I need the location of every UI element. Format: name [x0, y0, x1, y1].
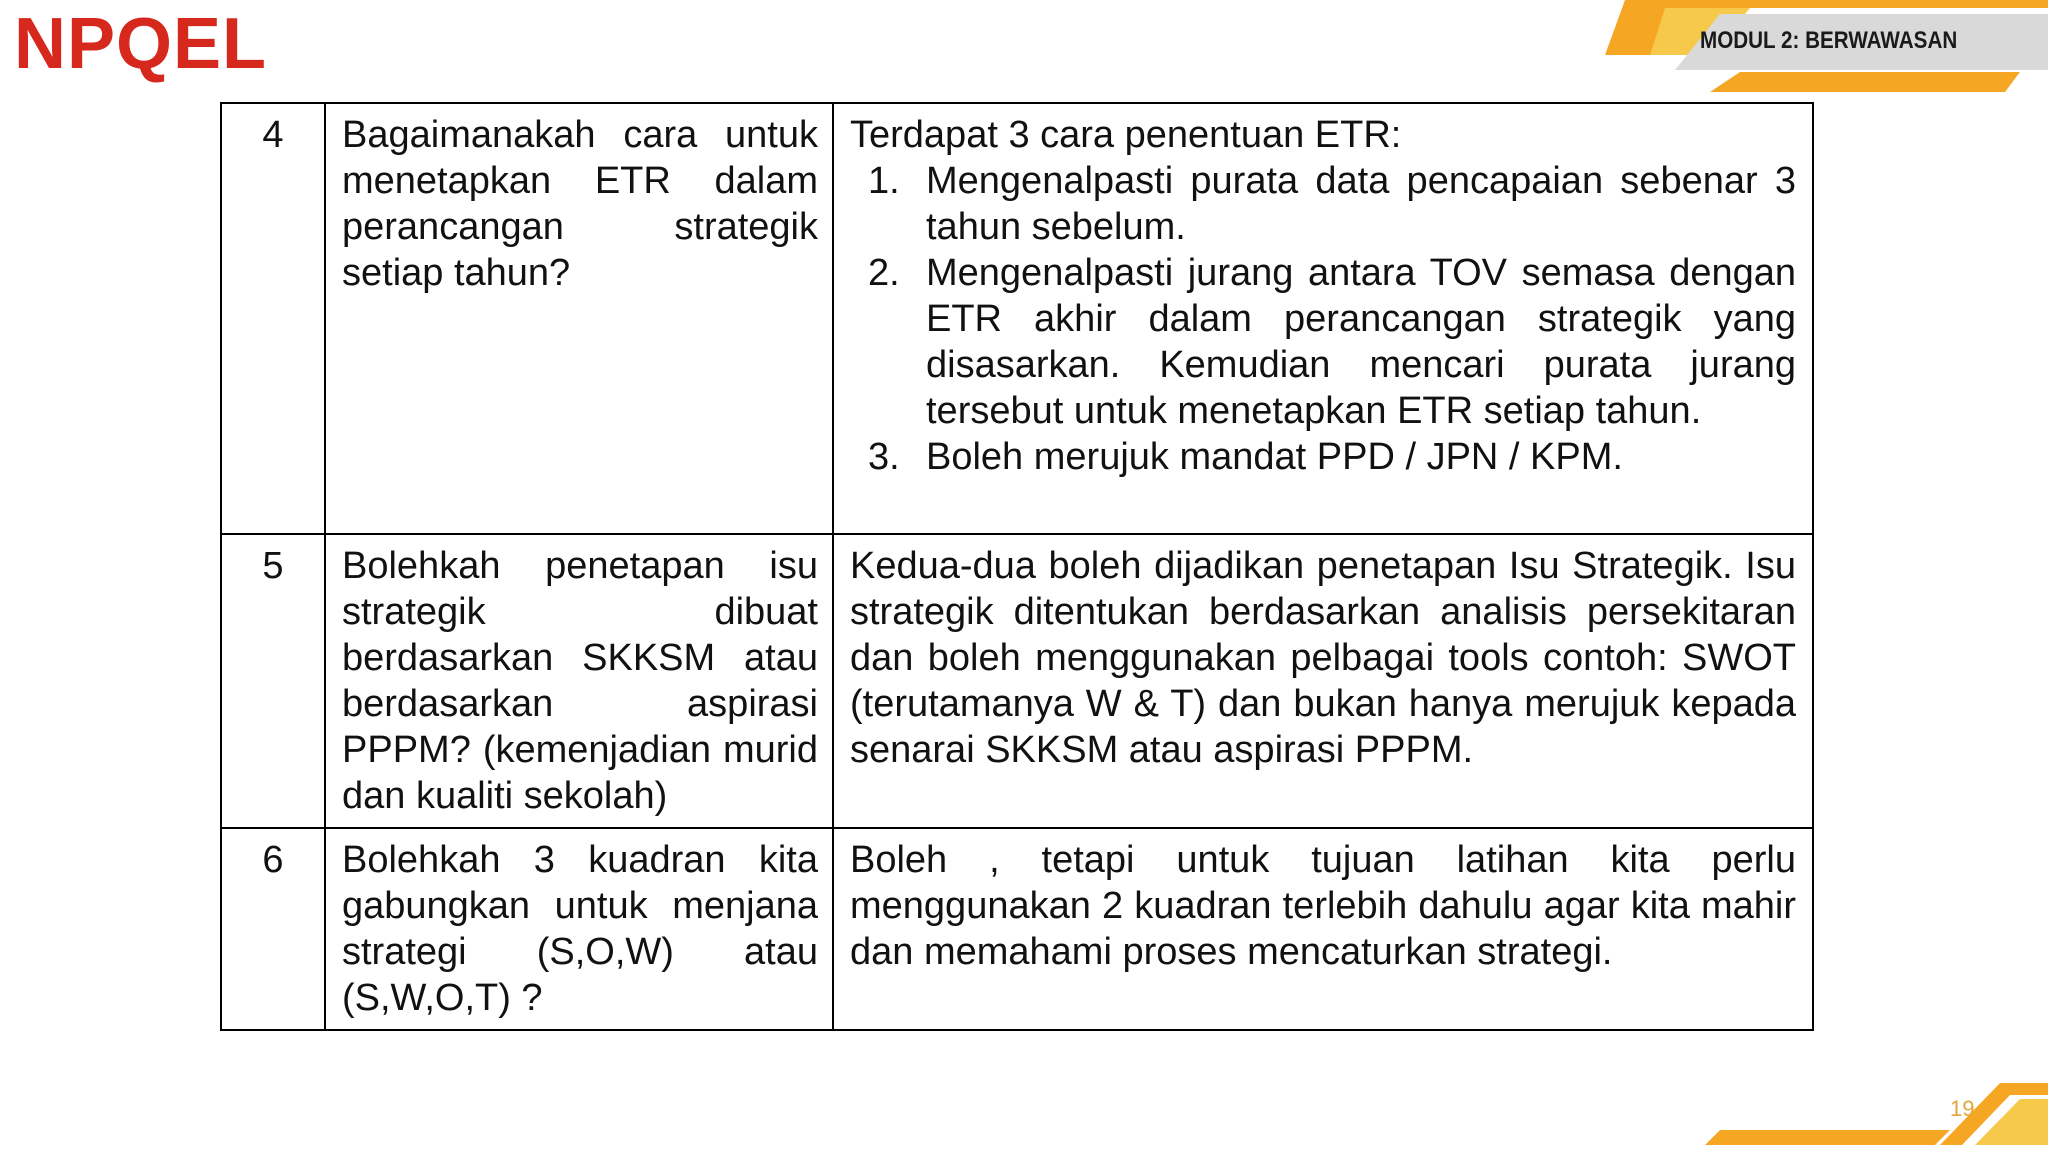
- question-cell: Bagaimanakah cara untuk menetapkan ETR dalam perancangan strategik setiap tahun?: [325, 103, 833, 534]
- list-item-number: 3.: [868, 436, 900, 478]
- faq-table: [220, 102, 1814, 1031]
- answer-cell: Kedua-dua boleh dijadikan penetapan Isu Strategik. Isu strategik ditentukan berdasarkan analisis persekitaran dan boleh menggunakan pelbagai tools contoh: SWOT (terutamanya W & T) dan bukan hanya merujuk kepada senarai SKKSM atau aspirasi PPPM.: [833, 534, 1813, 828]
- list-item-number: 2.: [868, 252, 900, 294]
- question-cell: Bolehkah penetapan isu strategik dibuat berdasarkan SKKSM atau berdasarkan aspirasi PPPM? (kemenjadian murid dan kualiti sekolah): [325, 534, 833, 828]
- table-row: [221, 828, 1813, 1030]
- module-title: MODUL 2: BERWAWASAN: [1700, 27, 1958, 54]
- list-item-text: Boleh merujuk mandat PPD / JPN / KPM.: [926, 436, 1623, 478]
- row-number: 4: [221, 103, 325, 534]
- question-cell: Bolehkah 3 kuadran kita gabungkan untuk menjana strategi (S,O,W) atau (S,W,O,T) ?: [325, 828, 833, 1030]
- row-number: 5: [221, 534, 325, 828]
- npqel-logo: NPQEL: [14, 4, 268, 84]
- table-row: [221, 103, 1813, 534]
- footer-orange-stripe: [1705, 1130, 1950, 1145]
- answer-cell: Boleh , tetapi untuk tujuan latihan kita perlu menggunakan 2 kuadran terlebih dahulu agar kita mahir dan memahami proses mencaturkan strategi.: [833, 828, 1813, 1030]
- answer-intro: Terdapat 3 cara penentuan ETR:: [850, 114, 1402, 156]
- banner-orange-base: [1710, 72, 2020, 92]
- list-item-number: 1.: [868, 160, 900, 202]
- list-item-text: Mengenalpasti jurang antara TOV semasa dengan ETR akhir dalam perancangan strategik yang disasarkan. Kemudian mencari purata jurang tersebut untuk menetapkan ETR setiap tahun.: [926, 252, 1796, 432]
- answer-list: [850, 158, 1796, 480]
- page-number: 19: [1950, 1096, 1975, 1121]
- list-item: [850, 434, 1796, 480]
- list-item-text: Mengenalpasti purata data pencapaian sebenar 3 tahun sebelum.: [926, 160, 1796, 248]
- list-item: [850, 158, 1796, 250]
- answer-cell: [833, 103, 1813, 534]
- row-number: 6: [221, 828, 325, 1030]
- table-row: [221, 534, 1813, 828]
- list-item: [850, 250, 1796, 434]
